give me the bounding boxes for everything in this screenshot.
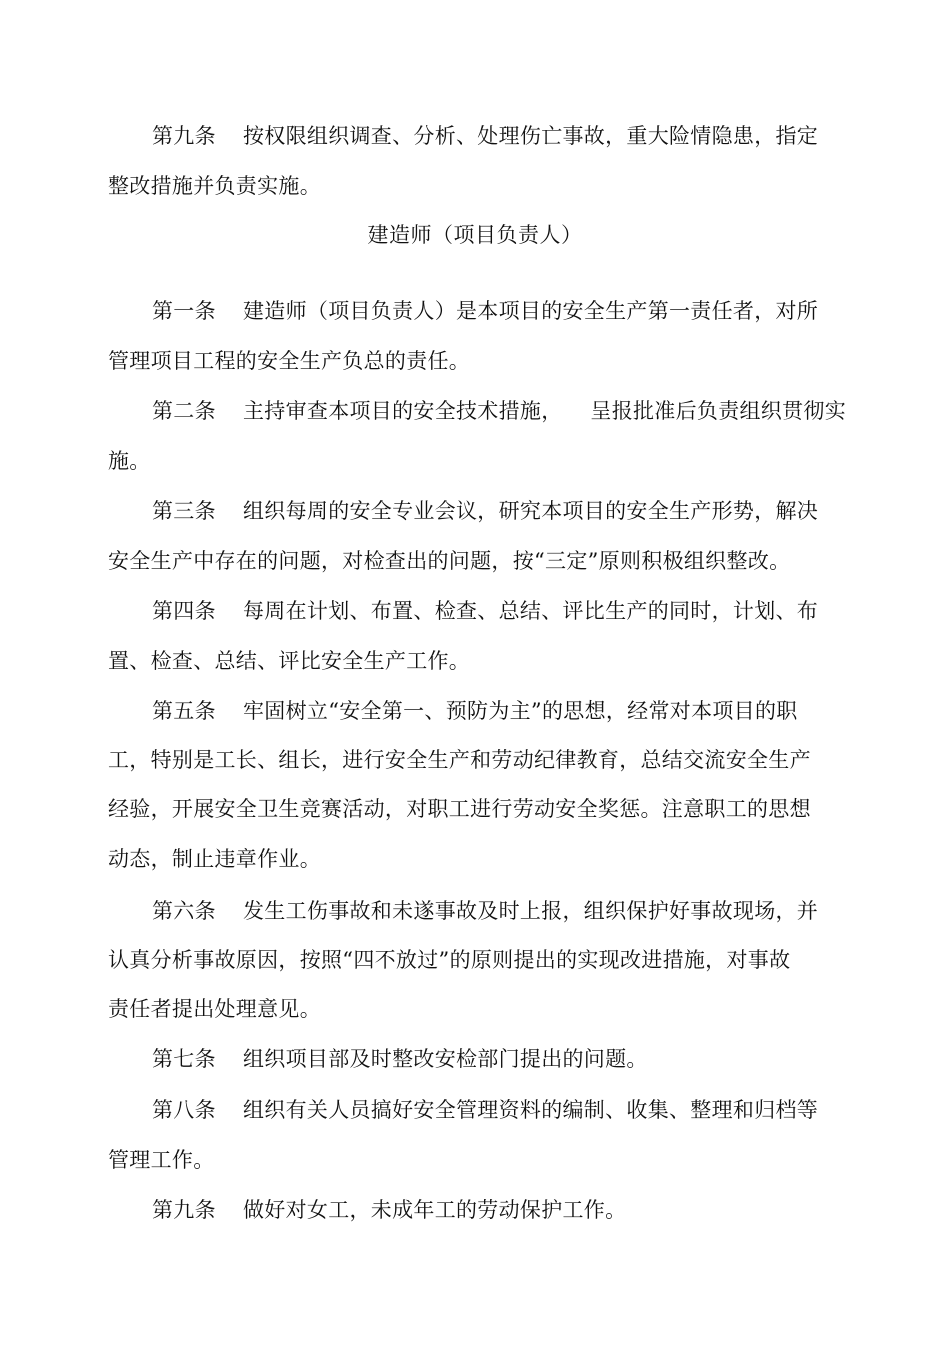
article-line: 责任者提出处理意见。 bbox=[108, 997, 321, 1021]
article-line bbox=[152, 598, 818, 624]
article-line bbox=[152, 1097, 818, 1123]
article-text: 发生工伤事故和未遂事故及时上报，组织保护好事故现场，并 bbox=[243, 899, 819, 923]
article-text: 每周在计划、布置、检查、总结、评比生产的同时，计划、布 bbox=[243, 599, 819, 623]
article-label: 第八条 bbox=[152, 1098, 216, 1122]
article-line bbox=[152, 298, 818, 324]
article-line: 置、检查、总结、评比安全生产工作。 bbox=[108, 649, 471, 673]
article-label: 第三条 bbox=[152, 499, 216, 523]
article-label: 第七条 bbox=[152, 1047, 216, 1071]
article-text: 组织有关人员搞好安全管理资料的编制、收集、整理和归档等 bbox=[243, 1098, 819, 1122]
article-text: 建造师（项目负责人）是本项目的安全生产第一责任者，对所 bbox=[243, 299, 819, 323]
article-label: 第二条 bbox=[152, 399, 216, 423]
article-line: 整改措施并负责实施。 bbox=[108, 174, 321, 198]
article-text: 主持审查本项目的安全技术措施， 呈报批准后负责组织贯彻实 bbox=[243, 399, 846, 423]
article-label: 第九条 bbox=[152, 124, 216, 148]
article-text: 牢固树立“安全第一、预防为主”的思想，经常对本项目的职 bbox=[243, 699, 798, 723]
article-line: 管理工作。 bbox=[108, 1148, 215, 1172]
article-line bbox=[152, 698, 798, 724]
article-line bbox=[152, 498, 818, 524]
article-line: 认真分析事故原因，按照“四不放过”的原则提出的实现改进措施，对事故 bbox=[108, 948, 791, 972]
article-line: 工，特别是工长、组长，进行安全生产和劳动纪律教育，总结交流安全生产 bbox=[108, 748, 811, 772]
article-label: 第一条 bbox=[152, 299, 216, 323]
article-line: 经验，开展安全卫生竞赛活动，对职工进行劳动安全奖惩。注意职工的思想 bbox=[108, 797, 811, 821]
article-text: 做好对女工，未成年工的劳动保护工作。 bbox=[243, 1198, 627, 1222]
article-line bbox=[152, 1046, 648, 1072]
article-text: 按权限组织调查、分析、处理伤亡事故，重大险情隐患，指定 bbox=[243, 124, 819, 148]
article-text: 组织项目部及时整改安检部门提出的问题。 bbox=[243, 1047, 648, 1071]
article-line bbox=[152, 123, 818, 149]
article-label: 第六条 bbox=[152, 899, 216, 923]
article-line bbox=[152, 1197, 626, 1223]
article-line: 安全生产中存在的问题，对检查出的问题，按“三定”原则积极组织整改。 bbox=[108, 549, 791, 573]
article-line bbox=[152, 398, 846, 424]
article-text: 组织每周的安全专业会议，研究本项目的安全生产形势，解决 bbox=[243, 499, 819, 523]
section-title: 建造师（项目负责人） bbox=[367, 223, 583, 247]
article-line: 管理项目工程的安全生产负总的责任。 bbox=[108, 349, 471, 373]
article-line: 动态，制止违章作业。 bbox=[108, 847, 321, 871]
article-label: 第九条 bbox=[152, 1198, 216, 1222]
article-line: 施。 bbox=[108, 449, 151, 473]
article-line bbox=[152, 898, 818, 924]
article-label: 第四条 bbox=[152, 599, 216, 623]
article-label: 第五条 bbox=[152, 699, 216, 723]
